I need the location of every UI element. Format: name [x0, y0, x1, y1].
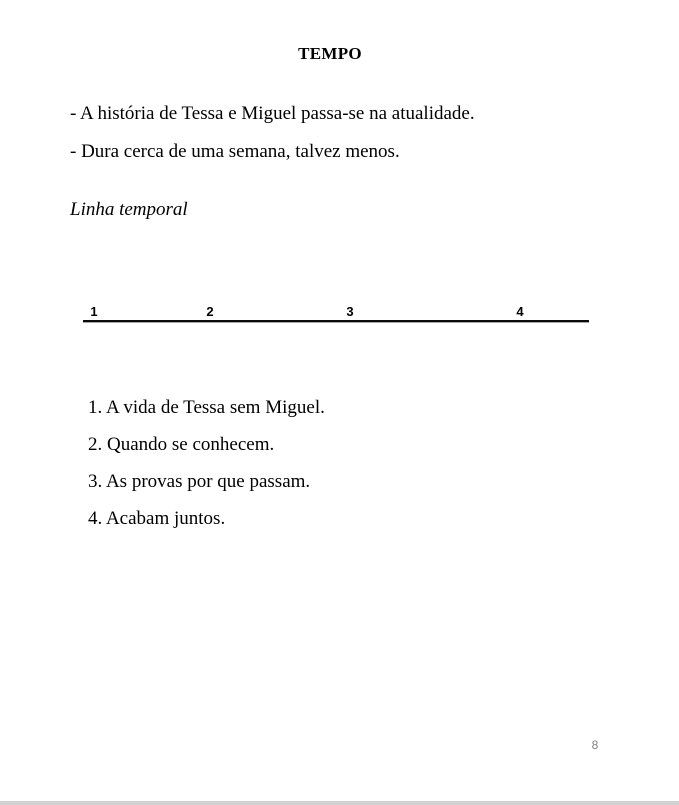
timeline-marker-2: 2: [206, 304, 214, 319]
page-title: TEMPO: [298, 44, 362, 63]
note-line-atualidade: - A história de Tessa e Miguel passa-se na atualidade.: [70, 103, 475, 124]
list-item-1: 1. A vida de Tessa sem Miguel.: [88, 397, 325, 418]
timeline-rule: [83, 320, 589, 323]
page-bottom-edge: [0, 801, 679, 805]
page-number: 8: [591, 738, 599, 752]
timeline-marker-1: 1: [90, 304, 98, 319]
section-heading-linha-temporal: Linha temporal: [70, 199, 188, 220]
list-item-3: 3. As provas por que passam.: [88, 471, 311, 492]
timeline-marker-3: 3: [346, 304, 354, 319]
timeline-marker-4: 4: [516, 304, 524, 319]
list-item-4: 4. Acabam juntos.: [88, 508, 226, 529]
list-item-2: 2. Quando se conhecem.: [88, 434, 275, 455]
note-line-duracao: - Dura cerca de uma semana, talvez menos.: [70, 141, 400, 162]
